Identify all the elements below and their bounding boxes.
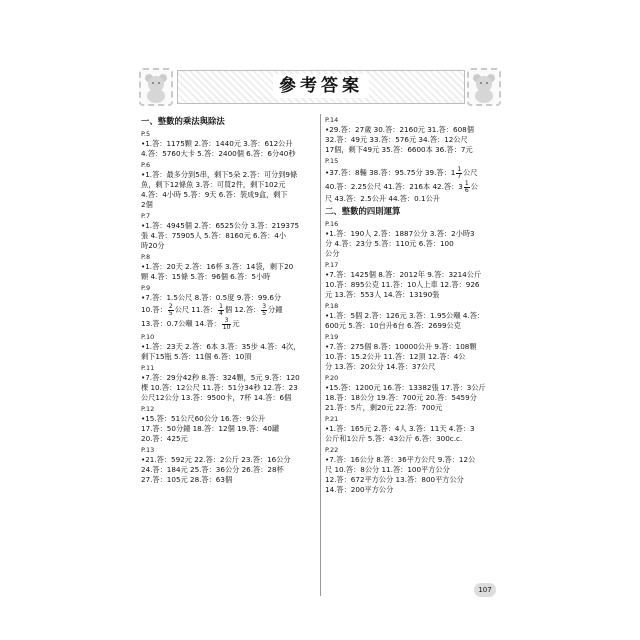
answer-line: 10.答：895公克 11.答：10人上車 12.答：926 [325, 280, 480, 289]
page-ref: P.13 [141, 446, 155, 454]
answer-line: •1.答：20天 2.答：16杯 3.答：14袋，剩下20 [141, 262, 294, 271]
answer-line: 尺 10.答：8公分 11.答：100平方公分 [325, 465, 450, 474]
answer-line: 20.答：425元 [141, 434, 188, 443]
page-ref: P.19 [325, 333, 339, 341]
bear-icon [139, 68, 173, 106]
answer-line: •7.答：29分42秒 8.答：324顆，5元 9.答：120 [141, 373, 300, 382]
fraction: $\frac{3}{10}$ [222, 317, 231, 331]
answer-text: 13.答：0.7公噸 14.答： [141, 319, 221, 328]
page-title: 參考答案 [273, 74, 369, 98]
answer-line: 32.答：49元 33.答：576元 34.答：12公尺 [325, 135, 468, 144]
answer-line: 公斤和1公斤 5.答：43公斤 6.答：300c.c. [325, 434, 463, 443]
answer-line: •1.答：4945個 2.答：6525公分 3.答：219375 [141, 221, 300, 230]
answer-line: 分 4.答：23分 5.答：110元 6.答：100 [325, 239, 454, 248]
answer-line: •1.答：165元 2.答：4人 3.答：11天 4.答：3 [325, 424, 475, 433]
page-ref: P.9 [141, 284, 151, 292]
answer-line [141, 317, 317, 331]
answer-line: •7.答：1425個 8.答：2012年 9.答：3214公斤 [325, 270, 482, 279]
page-ref: P.17 [325, 261, 339, 269]
answer-line: 14.答：200平方公分 [325, 485, 394, 494]
answer-line: 尺 43.答：2.5公升 44.答：0.1公升 [325, 194, 440, 203]
page-number: 107 [474, 583, 496, 597]
answer-line [325, 180, 501, 194]
answer-line: 剩下15瓶 5.答：11個 6.答：10頂 [141, 352, 252, 361]
answer-text: 公尺 11.答： [174, 305, 218, 314]
answer-line: 元 13.答：553人 14.答：13190張 [325, 290, 440, 299]
bear-icon [467, 68, 501, 106]
title-band [177, 70, 465, 104]
page-ref: P.6 [141, 161, 151, 169]
answer-text: 分鐘 [268, 305, 283, 314]
answer-line: 18.答：18公分 19.答：700元 20.答：5459分 [325, 393, 477, 402]
right-column [325, 114, 501, 495]
answer-line: •29.答：27歲 30.答：2160元 31.答：608個 [325, 125, 474, 134]
answer-line: 棵 10.答：12公尺 11.答：51分34秒 12.答：23 [141, 383, 298, 392]
answer-line: 魚，剩下12條魚 3.答：可買2件，剩下102元 [141, 180, 286, 189]
answer-line: 12.答：672平方公分 13.答：800平方公分 [325, 475, 464, 484]
answer-page [133, 62, 507, 602]
answer-line: •1.答：1175顆 2.答：1440元 3.答：612公升 [141, 139, 293, 148]
page-ref: P.16 [325, 220, 339, 228]
answer-text: 公尺 [463, 168, 478, 177]
fraction: $\frac{2}{5}$ [168, 303, 173, 317]
page-ref: P.10 [141, 333, 155, 341]
answer-line: 2個 [141, 200, 153, 209]
answer-line: 顆 4.答：15條 5.答：96個 6.答：5小時 [141, 272, 271, 281]
answer-line: 公分 [325, 249, 340, 258]
page-ref: P.11 [141, 364, 155, 372]
answer-line [325, 166, 501, 180]
answer-line: 公尺12公分 13.答：9500卡，7杯 14.答：6個 [141, 393, 292, 402]
answer-line: •15.答：51公尺60公分 16.答：9公升 [141, 414, 266, 423]
answer-text: 10.答： [141, 305, 167, 314]
answer-line: •7.答：16公分 8.答：36平方公尺 9.答：12公 [325, 455, 476, 464]
fraction: $\frac{1}{4}$ [219, 303, 223, 317]
answer-line: 17個，剩下49元 35.答：6600本 36.答：7元 [325, 145, 473, 154]
answer-line: 分 13.答：20公分 14.答：37公尺 [325, 362, 436, 371]
answer-text: 元 [232, 319, 240, 328]
column-divider [320, 114, 321, 596]
section-heading: 二、整數的四則運算 [325, 206, 401, 216]
answer-line: 27.答：105元 28.答：63個 [141, 475, 233, 484]
answer-line: •1.答：5個 2.答：126元 3.答：1.95公噸 4.答： [325, 311, 485, 320]
answer-line: 10.答：15.2公升 11.答：12頂 12.答：4公 [325, 352, 466, 361]
answer-line: •7.答：275個 8.答：10000公升 9.答：108顆 [325, 342, 477, 351]
answer-line [141, 303, 317, 317]
left-column [141, 114, 317, 485]
answer-line: 600元 5.答：10台升6台 6.答：2699公克 [325, 321, 461, 330]
page-ref: P.21 [325, 415, 339, 423]
page-ref: P.7 [141, 212, 151, 220]
answer-line: •15.答：1200元 16.答：13382張 17.答：3公斤 [325, 383, 486, 392]
answer-line: 21.答：5片，剩20元 22.答：700元 [325, 403, 443, 412]
fraction: $\frac{1}{6}$ [464, 180, 469, 194]
answer-text: 40.答：2.25公尺 41.答：216本 42.答： [325, 182, 459, 191]
fraction-whole: 3 [458, 182, 463, 191]
page-ref: P.18 [325, 302, 339, 310]
answer-line: •1.答：23天 2.答：6本 3.答：35步 4.答：4次， [141, 342, 301, 351]
fraction: $\frac{3}{5}$ [262, 303, 267, 317]
answer-line: 17.答：50分鐘 18.答：12個 19.答：40罐 [141, 424, 280, 433]
section-heading: 一、整數的乘法與除法 [141, 116, 225, 126]
answer-line: 4.答：5760大卡 5.答：2400個 6.答：6分40秒 [141, 149, 296, 158]
page-ref: P.22 [325, 446, 339, 454]
answer-line: 張 4.答：75905人 5.答：8160元 6.答：4小 [141, 231, 287, 240]
page-ref: P.20 [325, 374, 339, 382]
answer-line: 24.答：184元 25.答：36公分 26.答：28杯 [141, 465, 284, 474]
header [133, 62, 507, 114]
page-ref: P.8 [141, 253, 151, 261]
answer-line: 4.答：4小時 5.答：9天 6.答：裝成9盒，剩下 [141, 190, 288, 199]
answer-line: •1.答：最多分到5串，剩下5朵 2.答：可分到9條 [141, 170, 298, 179]
answer-text: •37.答：8輛 38.答：95.75分 39.答： [325, 168, 451, 177]
fraction-whole: 1 [450, 168, 456, 177]
page-ref: P.14 [325, 116, 339, 124]
answer-line: •1.答：190人 2.答：1887公分 3.答：2小時3 [325, 229, 475, 238]
page-ref: P.5 [141, 130, 151, 138]
answer-line: •21.答：592元 22.答：2公斤 23.答：16公分 [141, 455, 291, 464]
fraction: $\frac{1}{7}$ [457, 166, 462, 180]
page-ref: P.12 [141, 405, 155, 413]
answer-line: •7.答：1.5公尺 8.答：0.5度 9.答：99.6分 [141, 293, 282, 302]
answer-text: 公 [470, 182, 478, 191]
answer-text: 個 12.答： [224, 305, 261, 314]
answer-line: 時20分 [141, 241, 165, 250]
page-ref: P.15 [325, 157, 339, 165]
